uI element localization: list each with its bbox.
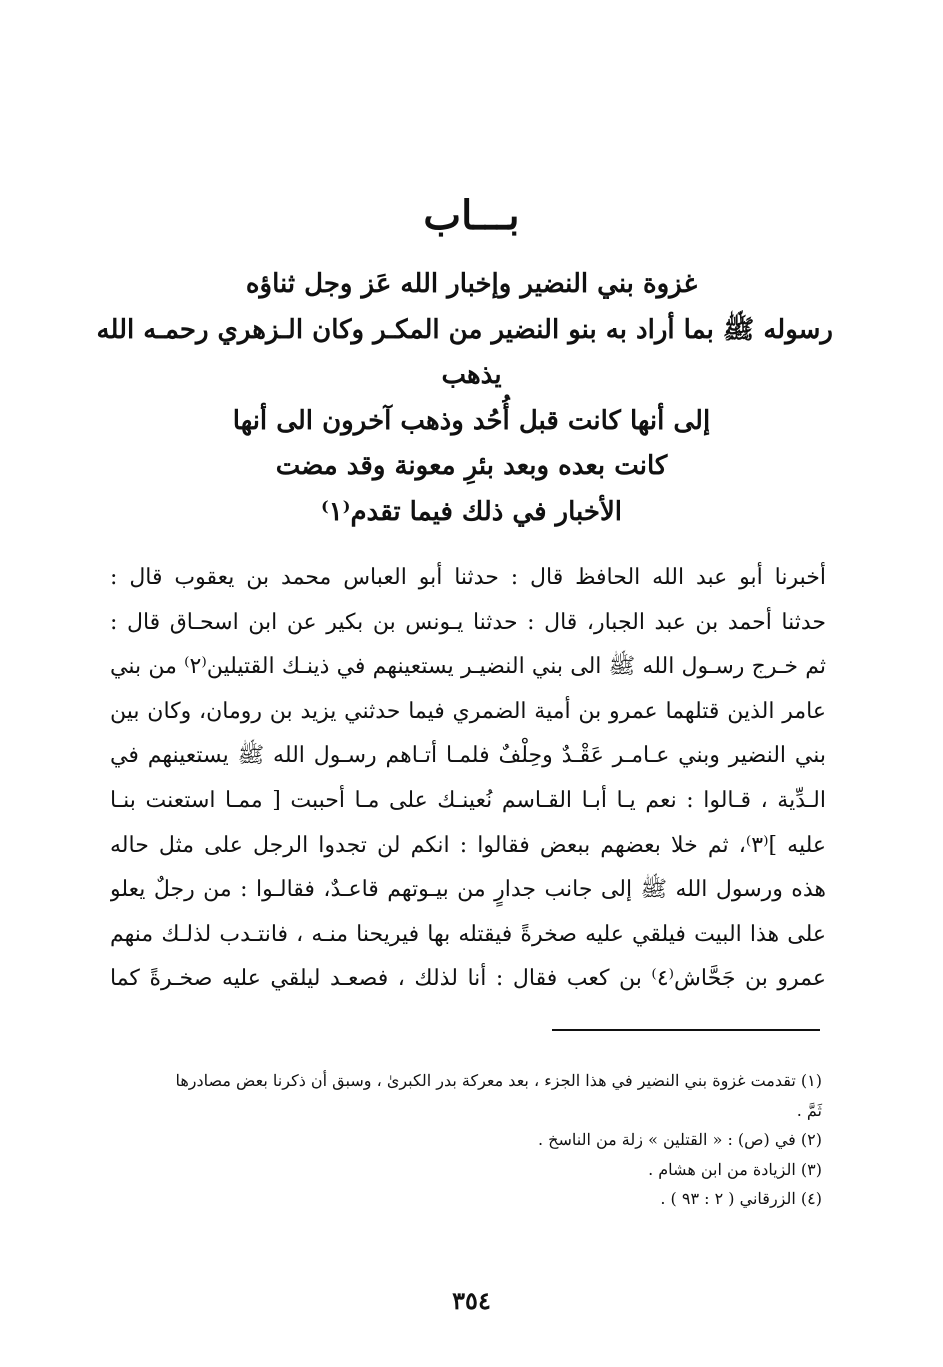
- title-line: غزوة بني النضير وإخبار الله عَز وجل ثناؤه: [245, 269, 698, 299]
- body-line: الـدِّية ، قـالوا : نعم يـا أبـا القـاسم نُعينـك على مـا أحببت [ ممـا استعنت بنـا: [110, 787, 826, 813]
- title-line: إلى أنها كانت قبل أُحُد وذهب آخرون الى أنها: [232, 405, 711, 436]
- title-line: يذهب: [441, 360, 502, 390]
- body-line: عليه ]⁽٣⁾، ثم خلا بعضهم ببعض فقالوا : انكم لن تجدوا الرجل على مثل حاله: [110, 832, 826, 858]
- body-line: ثم خـرج رسـول الله ﷺ الى بني النضيـر يستعينهم في ذينـك القتيلين⁽٢⁾ من بني: [110, 654, 826, 680]
- title-line: كانت بعده وبعد بئرِ معونة وقد مضت: [275, 451, 668, 481]
- chapter-heading: بـــاب: [423, 192, 520, 239]
- title-line: رسوله ﷺ بما أراد به بنو النضير من المكـر وكان الـزهري رحمـه الله: [96, 314, 833, 345]
- footnote-separator: [552, 1029, 820, 1031]
- footnote-line: ثَمَّ .: [796, 1100, 822, 1120]
- body-line: حدثنا أحمد بن عبد الجبار، قال : حدثنا يـونس بن بكير عن ابن اسحـاق قال :: [110, 609, 826, 635]
- body-line: بني النضير وبني عـامـر عَقْـدٌ وحِلْفٌ فلمـا أتـاهم رسـول الله ﷺ يستعينهم في: [110, 743, 826, 769]
- footnote-line: (٤) الزرقاني ( ٢ : ٩٣ ) .: [660, 1189, 822, 1208]
- footnote-line: (٣) الزيادة من ابن هشام .: [648, 1159, 822, 1179]
- chapter-title: [96, 262, 833, 535]
- footnote-line: (٢) في (ص) : « القتلين » زلة من الناسخ .: [537, 1130, 822, 1149]
- body-line: عامر الذين قتلهما عمرو بن أمية الضمري فيما حدثني يزيد بن رومان، وكان بين: [110, 698, 826, 724]
- footnotes: [96, 1066, 822, 1214]
- body-line: هذه ورسول الله ﷺ إلى جانب جدارٍ من بيـوتهم قاعـدٌ، فقالـوا : من رجلٌ يعلو: [110, 877, 826, 903]
- footnote-line: (١) تقدمت غزوة بني النضير في هذا الجزء ، بعد معركة بدر الكبرىٰ ، وسبق أن ذكرنا بعض مصادرها: [175, 1071, 822, 1090]
- body-line: على هذا البيت فيلقي عليه صخرةً فيقتله بها فيريحنا منـه ، فانتـدب لذلـك منهم: [110, 921, 826, 947]
- body-line: عمرو بن جَحَّاش⁽٤⁾ بن كعب فقال : أنا لذلك ، فصعـد ليلقي عليه صخـرةً كما: [110, 966, 826, 992]
- title-line: الأخبار في ذلك فيما تقدم⁽١⁾: [321, 496, 622, 527]
- body-line: أخبرنا أبو عبد الله الحافظ قال : حدثنا أبو العباس محمد بن يعقوب قال :: [110, 565, 826, 590]
- body-paragraph: [110, 556, 826, 1002]
- page-number: ٣٥٤: [452, 1286, 491, 1315]
